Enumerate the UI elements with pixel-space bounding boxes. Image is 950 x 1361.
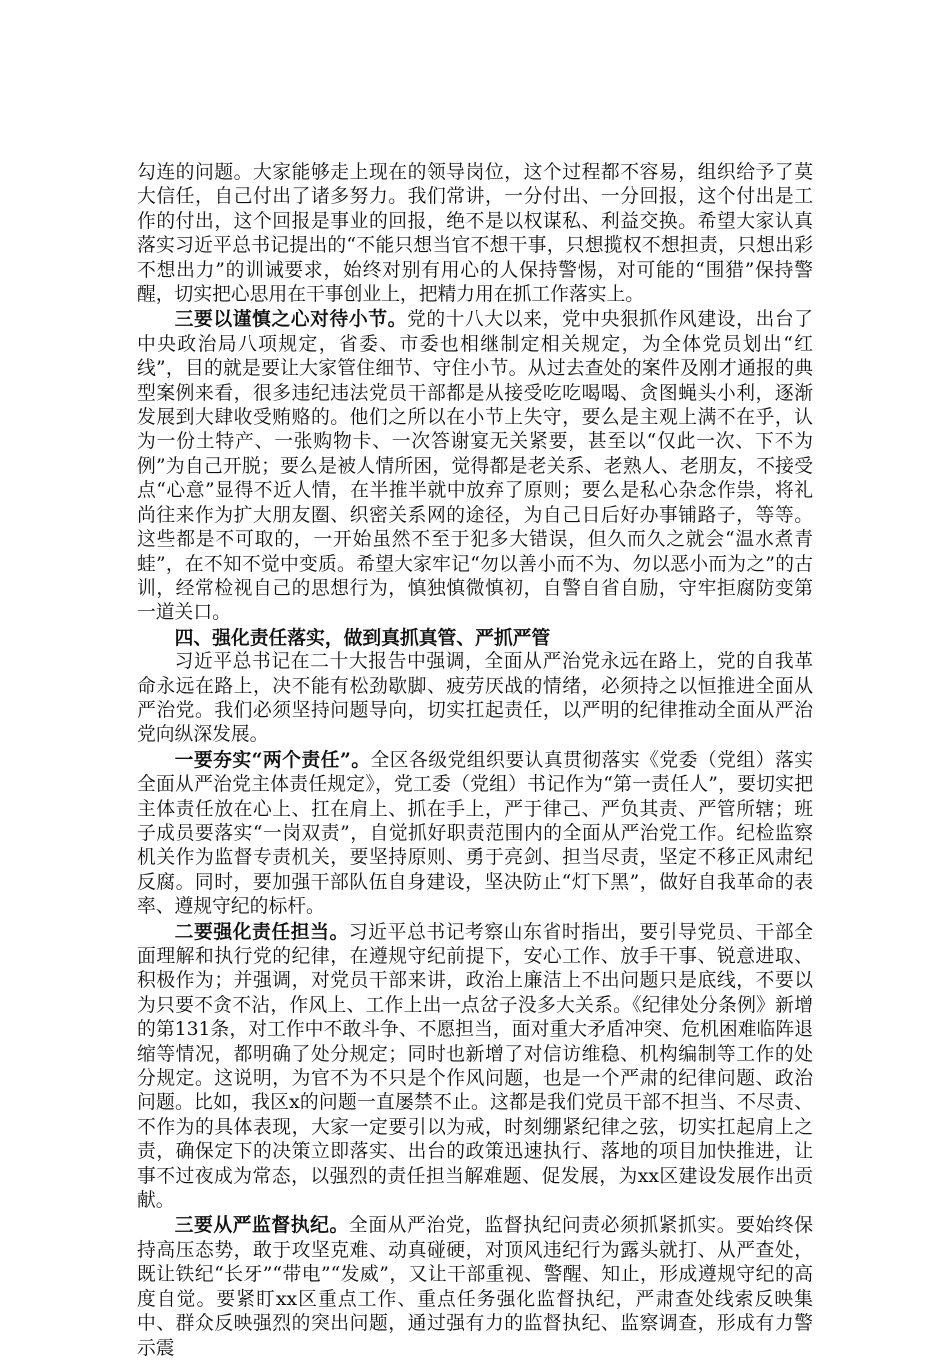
paragraph-point-three-supervision (137, 1213, 813, 1360)
paragraph-section-intro (137, 650, 813, 748)
paragraph-lead: 二要强化责任担当。 (174, 920, 349, 943)
paragraph-lead: 一要夯实“两个责任”。 (174, 748, 371, 771)
paragraph-text: 勾连的问题。大家能够走上现在的领导岗位，这个过程都不容易，组织给予了莫大信任，自己付出了诸多努力。我们常讲，一分付出、一分回报，这个付出是工作的付出，这个回报是事业的回报，绝不是以权谋私、利益交换。希望大家认真落实习近平总书记提出的“不能只想当官不想干事，只想揽权不想担责，只想出彩不想出力”的训诫要求，始终对别有用心的人保持警惕，对可能的“围猎”保持警醒，切实把心思用在干事创业上，把精力用在抓工作落实上。 (137, 162, 813, 306)
paragraph-point-one-responsibility (137, 748, 813, 920)
section-heading: 四、强化责任落实，做到真抓真管、严抓严管 (174, 626, 551, 649)
document-page (137, 161, 813, 1361)
paragraph-continuation (137, 161, 813, 307)
paragraph-point-two-accountability (137, 920, 813, 1214)
paragraph-lead: 三要以谨慎之心对待小节。 (174, 308, 407, 331)
paragraph-text: 习近平总书记考察山东省时指出，要引导党员、干部全面理解和执行党的纪律，在遵规守纪前提下，安心工作、放手干事、锐意进取、积极作为；并强调，对党员干部来讲，政治上廉洁上不出问题只是底线，不要以为只要不贪不沾，作风上、工作上出一点岔子没多大关系。《纪律处分条例》新增的第131条，对工作中不敢斗争、不愿担当，面对重大矛盾冲突、危机困难临阵退缩等情况，都明确了处分规定；同时也新增了对信访维稳、机构编制等工作的处分规定。这说明，为官不为不只是个作风问题，也是一个严肃的纪律问题、政治问题。比如，我区x的问题一直屡禁不止。这都是我们党员干部不担当、不尽责、不作为的具体表现，大家一定要引以为戒，时刻绷紧纪律之弦，切实扛起肩上之责，确保定下的决策立即落实、出台的政策迅速执行、落地的项目加快推进，让事不过夜成为常态，以强烈的责任担当解难题、促发展，为xx区建设发展作出贡献。 (137, 921, 814, 1212)
paragraph-text: 党的十八大以来，党中央狠抓作风建设，出台了中央政治局八项规定，省委、市委也相继制定相关规定，为全体党员划出“红线”，目的就是要让大家管住细节、守住小节。从过去查处的案件及刚才通报的典型案例来看，很多违纪违法党员干部都是从接受吃吃喝喝、贪图蝇头小利，逐渐发展到大肆收受贿赂的。他们之所以在小节上失守，要么是主观上满不在乎，认为一份土特产、一张购物卡、一次答谢宴无关紧要，甚至以“仅此一次、下不为例”为自己开脱；要么是被人情所困，觉得都是老关系、老熟人、老朋友，不接受点“心意”显得不近人情，在半推半就中放弃了原则；要么是私心杂念作祟，将礼尚往来作为扩大朋友圈、织密关系网的途径，为自己日后好办事铺路子，等等。这些都是不可取的，一开始虽然不至于犯多大错误，但久而久之就会“温水煮青蛙”，在不知不觉中变质。希望大家牢记“勿以善小而不为、勿以恶小而为之”的古训，经常检视自己的思想行为，慎独慎微慎初，自警自省自励，守牢拒腐防变第一道关口。 (137, 309, 813, 624)
paragraph-text: 全区各级党组织要认真贯彻落实《党委（党组）落实全面从严治党主体责任规定》，党工委（党组）书记作为“第一责任人”，要切实把主体责任放在心上、扛在肩上、抓在手上，严于律己、严负其责、严管所辖；班子成员要落实“一岗双责”，自觉抓好职责范围内的全面从严治党工作。纪检监察机关作为监督专责机关，要坚持原则、勇于亮剑、担当尽责，坚定不移正风肃纪反腐。同时，要加强干部队伍自身建设，坚决防止“灯下黑”，做好自我革命的表率、遵规守纪的标杆。 (137, 749, 813, 918)
paragraph-point-three-prudence (137, 307, 813, 625)
paragraph-text: 习近平总书记在二十大报告中强调，全面从严治党永远在路上，党的自我革命永远在路上，决不能有松劲歇脚、疲劳厌战的情绪，必须持之以恒推进全面从严治党。我们必须坚持问题导向，切实扛起责任，以严明的纪律推动全面从严治党向纵深发展。 (137, 651, 813, 746)
paragraph-lead: 三要从严监督执纪。 (174, 1214, 349, 1237)
paragraph-text: 全面从严治党，监督执纪问责必须抓紧抓实。要始终保持高压态势，敢于攻坚克难、动真碰硬，对顶风违纪行为露头就打、从严查处，既让铁纪“长牙”“带电”“发威”，又让干部重视、警醒、知止，形成遵规守纪的高度自觉。要紧盯xx区重点工作、重点任务强化监督执纪，严肃查处线索反映集中、群众反映强烈的突出问题，通过强有力的监督执纪、监察调查，形成有力警示震 (137, 1215, 814, 1359)
